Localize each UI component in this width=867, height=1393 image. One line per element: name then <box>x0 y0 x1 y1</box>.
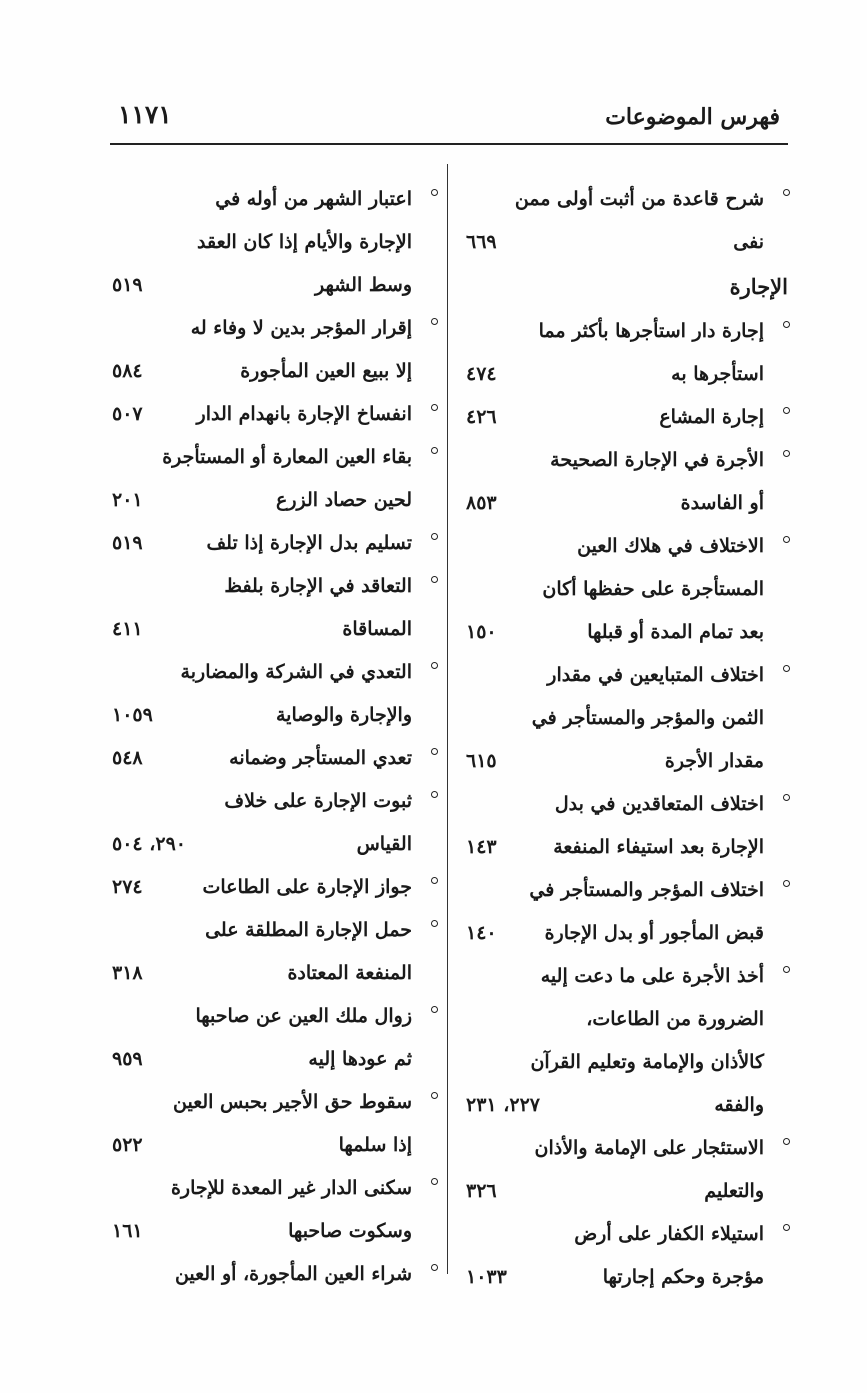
entry-line <box>108 737 438 780</box>
entry-text: والفقه <box>714 1094 764 1116</box>
entry-line <box>462 697 790 740</box>
entry-text: المستأجرة على حفظها أكان <box>542 578 764 600</box>
entry-line <box>108 479 438 522</box>
entry-text: استأجرها به <box>671 363 764 385</box>
entry-text: الضرورة من الطاعات، <box>586 1008 764 1030</box>
entry-text: إذا سلمها <box>338 1134 412 1156</box>
entry-text: سقوط حق الأجير بحبس العين <box>173 1091 412 1113</box>
entry-text: الثمن والمؤجر والمستأجر في <box>531 707 764 729</box>
index-entry <box>462 178 790 264</box>
entry-text: اختلاف المؤجر والمستأجر في <box>529 879 764 901</box>
index-entry <box>108 780 438 866</box>
entry-line <box>462 998 790 1041</box>
page-reference: ٥٨٤ <box>112 360 143 382</box>
entry-text: والإجارة والوصاية <box>275 704 412 726</box>
page-reference: ٥٠٧ <box>112 403 143 425</box>
entry-line <box>462 221 790 264</box>
entry-line <box>108 264 438 307</box>
entry-text: تعدي المستأجر وضمانه <box>229 747 412 769</box>
page-reference: ١٤٠ <box>466 922 497 944</box>
entry-text: إلا ببيع العين المأجورة <box>240 360 412 382</box>
index-entry <box>108 178 438 307</box>
entry-line <box>462 611 790 654</box>
entry-line <box>108 995 438 1038</box>
column-divider <box>447 164 448 1274</box>
entry-text: وسط الشهر <box>314 274 412 296</box>
entry-text: قبض المأجور أو بدل الإجارة <box>544 922 764 944</box>
entry-text: وسكوت صاحبها <box>288 1220 412 1242</box>
entry-line <box>108 221 438 264</box>
index-entry <box>462 955 790 1127</box>
page-reference: ١٤٣ <box>466 836 497 858</box>
page-reference: ١٠٣٣ <box>466 1266 507 1288</box>
page-reference: ٦٦٩ <box>466 231 497 253</box>
entry-line <box>108 565 438 608</box>
index-entry <box>462 654 790 783</box>
entry-line <box>108 651 438 694</box>
index-entry <box>108 436 438 522</box>
index-entry <box>462 783 790 869</box>
entry-text: أخذ الأجرة على ما دعت إليه <box>540 965 764 987</box>
entry-line <box>108 1081 438 1124</box>
page-header <box>110 100 788 136</box>
entry-line <box>108 608 438 651</box>
entry-text: مقدار الأجرة <box>664 750 764 772</box>
entry-text: الاستئجار على الإمامة والأذان <box>534 1137 764 1159</box>
entry-text: القياس <box>356 833 412 855</box>
entry-line <box>462 783 790 826</box>
entry-line <box>108 1210 438 1253</box>
index-entry <box>108 1167 438 1253</box>
entry-line <box>108 780 438 823</box>
index-entry <box>108 307 438 393</box>
entry-line <box>108 866 438 909</box>
page-reference: ٥١٩ <box>112 532 143 554</box>
page-reference: ٨٥٣ <box>466 492 497 514</box>
entry-text: والتعليم <box>704 1180 764 1202</box>
page-title: فهرس الموضوعات <box>605 104 780 130</box>
entry-text: الإجارة والأيام إذا كان العقد <box>197 231 412 253</box>
entry-line <box>462 353 790 396</box>
entry-text: نفى <box>733 231 764 253</box>
page-reference: ١٦١ <box>112 1220 143 1242</box>
entry-text: الأجرة في الإجارة الصحيحة <box>550 449 764 471</box>
entry-line <box>108 1038 438 1081</box>
index-entry <box>108 1081 438 1167</box>
entry-text: اختلاف المتبايعين في مقدار <box>547 664 764 686</box>
entry-line <box>462 654 790 697</box>
entry-line <box>108 350 438 393</box>
index-entry <box>108 737 438 780</box>
entry-line <box>108 436 438 479</box>
page-reference: ١٥٠ <box>466 621 497 643</box>
entry-line <box>462 178 790 221</box>
entry-text: زوال ملك العين عن صاحبها <box>195 1005 412 1027</box>
index-entry <box>108 909 438 995</box>
page-reference: ٥٢٢ <box>112 1134 143 1156</box>
entry-text: إقرار المؤجر بدين لا وفاء له <box>190 317 412 339</box>
entry-line <box>108 178 438 221</box>
page-reference: ٤١١ <box>112 618 143 640</box>
entry-text: أو الفاسدة <box>680 492 764 514</box>
page-reference: ٣١٨ <box>112 962 143 984</box>
entry-line <box>462 740 790 783</box>
entry-line <box>462 1084 790 1127</box>
page-reference: ٦١٥ <box>466 750 497 772</box>
index-entry <box>462 525 790 654</box>
index-entry <box>108 393 438 436</box>
page-reference: ٥٤٨ <box>112 747 143 769</box>
entry-line <box>462 1170 790 1213</box>
header-rule <box>110 143 788 145</box>
left-column <box>108 178 438 1296</box>
entry-line <box>108 952 438 995</box>
entry-line <box>108 307 438 350</box>
entry-line <box>462 1127 790 1170</box>
entry-text: تسليم بدل الإجارة إذا تلف <box>206 532 412 554</box>
section-heading: الإجارة <box>729 274 788 299</box>
entry-text: التعاقد في الإجارة بلفظ <box>224 575 412 597</box>
entry-text: جواز الإجارة على الطاعات <box>202 876 412 898</box>
entry-text: المساقاة <box>342 618 412 640</box>
entry-text: حمل الإجارة المطلقة على <box>205 919 412 941</box>
entry-text: بعد تمام المدة أو قبلها <box>587 621 764 643</box>
index-entry <box>462 1127 790 1213</box>
page-reference: ٢٢٧، ٢٣١ <box>466 1094 540 1116</box>
entry-line <box>108 1167 438 1210</box>
entry-text: الإجارة بعد استيفاء المنفعة <box>553 836 764 858</box>
entry-text: شرح قاعدة من أثبت أولى ممن <box>514 188 764 210</box>
index-entry <box>108 995 438 1081</box>
index-entry <box>462 310 790 396</box>
entry-line <box>462 869 790 912</box>
entry-line <box>462 1041 790 1084</box>
page-reference: ٢٩٠، ٥٠٤ <box>112 833 186 855</box>
index-entry <box>108 651 438 737</box>
entry-text: انفساخ الإجارة بانهدام الدار <box>196 403 412 425</box>
entry-line <box>462 310 790 353</box>
entry-text: المنفعة المعتادة <box>287 962 412 984</box>
entry-line <box>108 1124 438 1167</box>
right-column <box>462 178 790 1299</box>
entry-text: اختلاف المتعاقدين في بدل <box>554 793 764 815</box>
entry-text: استيلاء الكفار على أرض <box>574 1223 764 1245</box>
entry-text: اعتبار الشهر من أوله في <box>215 188 412 210</box>
entry-line <box>108 522 438 565</box>
entry-text: مؤجرة وحكم إجارتها <box>602 1266 764 1288</box>
entry-text: ثبوت الإجارة على خلاف <box>224 790 412 812</box>
entry-line <box>462 439 790 482</box>
index-entry <box>108 1253 438 1296</box>
page-reference: ١٠٥٩ <box>112 704 153 726</box>
page-reference: ٢٠١ <box>112 489 143 511</box>
entry-text: إجارة المشاع <box>659 406 764 428</box>
index-entry <box>108 522 438 565</box>
entry-line <box>462 912 790 955</box>
entry-line <box>108 909 438 952</box>
entry-text: لحين حصاد الزرع <box>275 489 412 511</box>
entry-line <box>462 826 790 869</box>
entry-text: شراء العين المأجورة، أو العين <box>174 1263 412 1285</box>
entry-line <box>462 955 790 998</box>
index-entry <box>462 439 790 525</box>
entry-line <box>462 525 790 568</box>
entry-text: سكنى الدار غير المعدة للإجارة <box>170 1177 412 1199</box>
index-entry <box>108 866 438 909</box>
page-reference: ٩٥٩ <box>112 1048 143 1070</box>
entry-line <box>462 396 790 439</box>
entry-line <box>462 1213 790 1256</box>
entry-text: كالأذان والإمامة وتعليم القرآن <box>530 1051 764 1073</box>
entry-line <box>108 694 438 737</box>
index-entry <box>462 869 790 955</box>
entry-text: بقاء العين المعارة أو المستأجرة <box>162 446 412 468</box>
page-reference: ٤٢٦ <box>466 406 497 428</box>
entry-text: إجارة دار استأجرها بأكثر مما <box>538 320 764 342</box>
entry-text: ثم عودها إليه <box>308 1048 412 1070</box>
index-entry <box>462 1213 790 1299</box>
page-reference: ٥١٩ <box>112 274 143 296</box>
entry-line <box>108 1253 438 1296</box>
index-entry <box>462 396 790 439</box>
entry-text: الاختلاف في هلاك العين <box>577 535 764 557</box>
page-reference: ٣٢٦ <box>466 1180 497 1202</box>
page-reference: ٢٧٤ <box>112 876 143 898</box>
entry-line <box>462 1256 790 1299</box>
index-entry <box>108 565 438 651</box>
entry-line <box>108 823 438 866</box>
entry-line <box>462 568 790 611</box>
entry-text: التعدي في الشركة والمضاربة <box>180 661 412 683</box>
page-reference: ٤٧٤ <box>466 363 497 385</box>
page-number: ١١٧١ <box>118 100 172 129</box>
entry-line <box>108 393 438 436</box>
entry-line <box>462 482 790 525</box>
